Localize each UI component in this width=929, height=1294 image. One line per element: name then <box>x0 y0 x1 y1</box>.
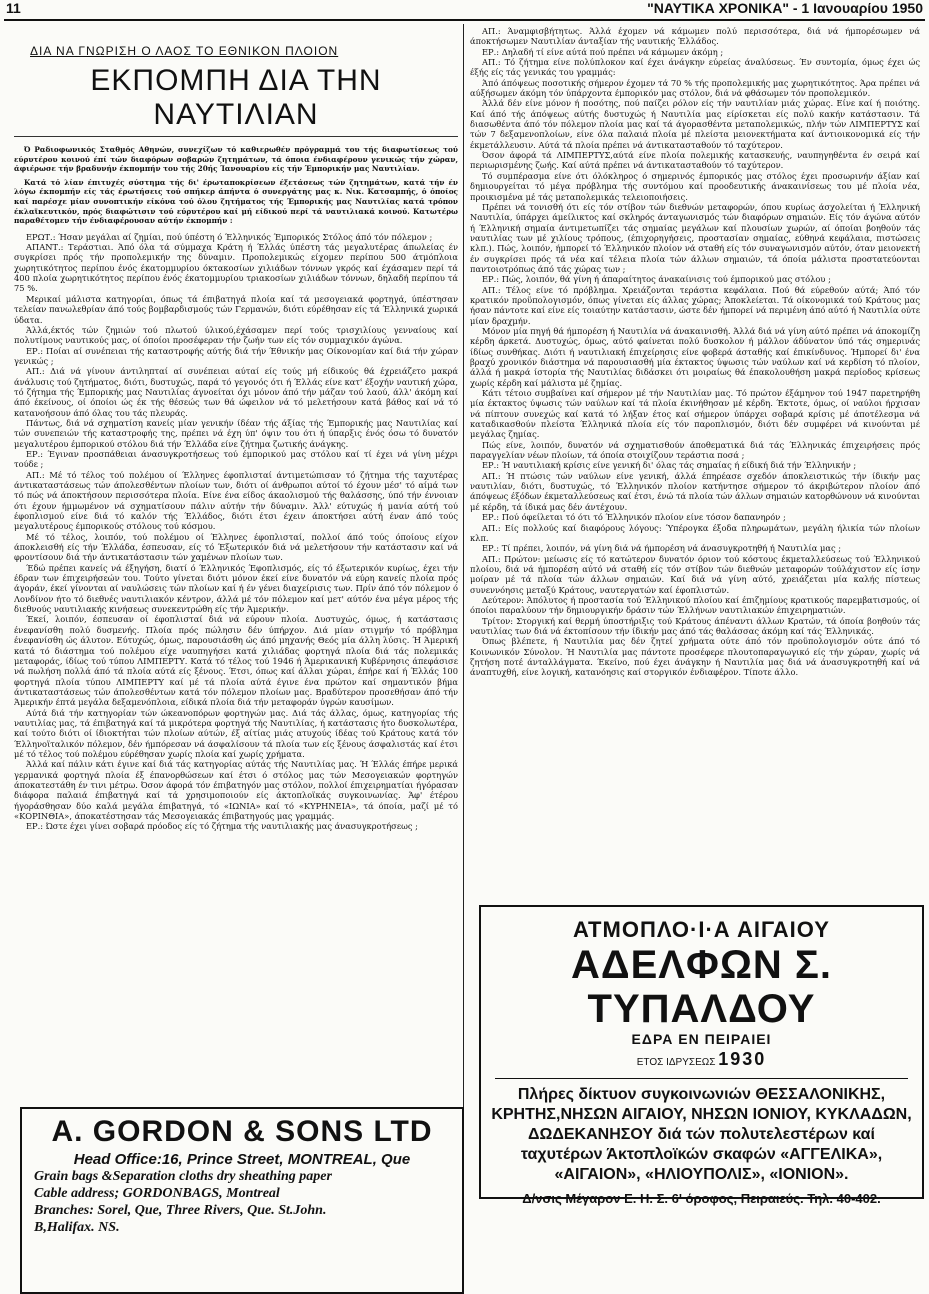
article-paragraph: Έκεί, λοιπόν, έσπευσαν οί έφοπλισταί διά νά εύρουν πλοία. Δυστυχώς, όμως, ή κατάστασις ένεφανίσθη πολύ δυσμενής. Πλοία πρός πώλησιν δέν ύπήρχον. Διά μίαν στιγμήν τό πρόβλημα ένεφανίσθη ώς άλυτον. Εύτυχώς, όμως, παρουσιάσθη ώς άπό μηχανής Θεός μία άλλη λύσις. Ή Άμερική κατά τό διάστημα τού πολέμου είχε ναυπηγήσει κατά χιλιάδας φορτηγά πλοία διά τάς πολεμικάς μεταφοράς, ίδίως τού τύπου ΛΙΜΠΕΡΤΥ. Κατά τό τέλος τού 1946 ή Άμερικανική Κυβέρνησις άπεφάσισε νά πωλήση πολλά άπό τά πλοία αύτά είς ξένους. Έτσι, όπως καί άλλαι χώραι, έπήρε καί ή Έλλάς 100 φορτηγά πλοία τύπου ΛΙΜΠΕΡΤΥ καί μέ τά πλοία αύτά έγινε ένα πρώτον καί σημαντικόν βήμα άντικαταστάσεως τών άπολεσθέντων κατά τόν πόλεμον πλοίων μας. Βραδύτερον προσεθήσαν άπό τήν Άμερικήν έπτά μεγάλα δεξαμενόπλοια, είδικά πλοία διά τήν μεταφοράν ύγρών καυσίμων. <box>14 614 458 708</box>
article-paragraph: ΕΡ.: Έγιναν προσπάθειαι άνασυγκροτήσεως τού έμπορικού μας στόλου καί τί έχει νά γίνη μέχρι τούδε ; <box>14 448 458 470</box>
article-paragraph: ΑΠ.: Ή πτώσις τών ναύλων είνε γενική, άλλά έπηρέασε σχεδόν άποκλειστικώς τήν ίδικήν μας ναυτιλίαν, διότι, δυστυχώς, τό Έλληνικόν πλοίον κατήντησε σήμερον τό άκριβώτερον πλοίον άπό άπόψεως έξόδων έκμεταλλεύσεως καί έτσι, ένώ τά πλοία τών άλλων σημαιών κατορθώνουν νά κινούνται μέ κέρδη, τά ίδικά μας δέν άντέχουν. <box>470 470 920 512</box>
article-paragraph: Όπως βλέπετε, ή Ναυτιλία μας δέν ζητεί χρήματα ούτε άπό τόν προϋπολογισμόν ούτε άπό τό Κοινωνικόν Σύνολον. Ή Ναυτιλία μας πάντοτε προσέφερε πλουτοπαραγωγικό είς τήν χώραν, χωρίς νά ζητήση ποτέ άνταλλάγματα. Έκείνο, πού έχει άνάγκην ή Ναυτιλία μας διά νά άνασυγκροτηθή καί νά άναπτυχθή, είνε λογική, κατανόησις καί στοργικόν ένδιαφέρον. Τίποτε άλλο. <box>470 636 920 678</box>
article-paragraph: Έδώ πρέπει κανείς νά έξηγήση, διατί ό Έλληνικός Έφοπλισμός, είς τό έξωτερικόν κυρίως, έχει τήν έδραν των έπιχειρήσεών του. Τούτο γίνεται διότι μόνον έκεί είνε δυνατόν νά εύρη κανείς πλοία πρός άγοράν, έκεί γίνονται αί ναυλώσεις τών πλοίων καί ή έν γένει διαχείρισις των. Πρίν άπό τόν πόλεμον ό Λονδίνον ήτο τό διεθνές ναυτιλιακόν κέντρον, άλλά μέ τόν πόλεμον καί μετ' αύτόν ένα μέγα μέρος τής διεθνούς ναυτιλιακής κινήσεως συνεκεντρώθη είς τήν Άμερικήν. <box>14 562 458 615</box>
article-paragraph: ΕΡ.: Ή ναυτιλιακή κρίσις είνε γενική δι' όλας τάς σημαίας ή είδική διά τήν Έλληνικήν ; <box>482 460 857 471</box>
article-paragraph: Άπό άπόψεως ποσοτικής σήμερον έχομεν τά 70 % τής προπολεμικής μας χωρητικότητος. Άρα πρέπει νά αύξήσωμεν άκόμη τόν ύπάρχοντα έμπορικόν μας στόλον, διά νά φθάσωμεν τόν προπολεμικόν. <box>470 77 920 99</box>
article-paragraph: Πάντως, διά νά σχηματίση κανείς μίαν γενικήν ίδέαν τής άξίας τής Έμπορικής μας Ναυτιλίας καί τών συνεπειών τής καταστροφής της, πρέπει νά έχη ύπ' όψιν του ότι ή ύπαρξις ένός όσω τό δυνατόν μεγαλυτέρου έμπορικού στόλου διά τήν Έλλάδα είνε ζήτημα ζωτικής άνάγκης. <box>14 417 458 449</box>
page-number: 11 <box>6 0 21 16</box>
article-body-right <box>470 26 920 678</box>
article-paragraph: Μόνον μία πηγή θά ήμπορέση ή Ναυτιλία νά άνακαινισθή. Άλλά διά νά γίνη αύτό πρέπει νά άποκομίζη κέρδη άρκετά. Δυστυχώς, όμως, αύτό φαίνεται πολύ δυσκολον ή μάλλον άδύνατον ύπό τάς σημερινάς ίδίως συνθήκας. Διότι ή ναυτιλιακή έπιχείρησις είνε φοβερά άσταθής καί έπικίνδυνος. Ήμπορεί δι' ένα βραχύ χρονικόν διάστημα νά παρουσιασθή μία έκτακτος ύψωσις τών ναύλων καί νά κερδίση τό πλοίον, άλλά ή μακρά ίστορία τής Ναυτιλίας διδάσκει ότι μοιραίως θά έπακολουθήση μακρά περίοδος κρίσεως χωρίς κέρδη καί μάλιστα μέ ζημίας. <box>470 325 920 388</box>
aigaiou-address: Δ/νσις Μέγαρον Ε. Η. Σ. 6' όροφος, Πειραιεύς. Τηλ. 40-402. <box>522 1191 881 1206</box>
gordon-head-office: Head Office:16, Prince Street, MONTREAL, Que <box>73 1151 411 1168</box>
gordon-advertisement <box>20 1107 464 1294</box>
article-paragraph: Πώς είνε, λοιπόν, δυνατόν νά σχηματισθούν άποθεματικά διά τάς Έλληνικάς έπιχειρήσεις πρός παραγγελίαν νέων πλοίων, τά όποία στοιχίζουν τεράστια ποσά ; <box>470 439 920 461</box>
article-paragraph: ΑΠ.: Τό ζήτημα είνε πολύπλοκον καί έχει άνάγκην εύρείας άναλύσεως. Έν συντομία, όμως έχει ώς έξής είς τάς γενικάς του γραμμάς: <box>470 57 920 78</box>
article-paragraph: ΑΠ.: Είς πολλούς καί διαφόρους λόγους: Ύπέρογκα έξοδα πληρωμάτων, μεγάλη ήλικία τών πλοίων κλπ. <box>470 522 920 543</box>
article-paragraph: Δεύτερον: Άπόλυτος ή προστασία τού Έλληνικού πλοίου καί έπιζημίους κρατικούς παρεμβατισμούς, οί όποίοι παραλύουν τήν δημιουργικήν δράσιν τών Έλλήνων ναυτιλιακών έπιχειρηματιών. <box>470 594 920 616</box>
aigaiou-line-1: ΑΤΜΟΠΛΟ·Ι·Α ΑΙΓΑΙΟΥ <box>573 917 830 942</box>
article-paragraph: ΑΠ.: Άναμφισβήτητως. Άλλά έχομεν νά κάμωμεν πολύ περισσότερα, διά νά ήμπορέσωμεν νά άποκτήσωμεν Ναυτιλίαν άνταξίαν τής ναυτικής Έλλάδος. <box>470 26 920 47</box>
article-intro <box>14 145 458 226</box>
article-paragraph: ΕΡ.: Ποίαι αί συνέπειαι τής καταστροφής αύτής διά τήν Έθνικήν μας Οίκονομίαν καί διά τήν χώραν γενικώς ; <box>14 345 458 366</box>
aigaiou-rule <box>495 1078 908 1079</box>
headline-rule <box>14 136 458 137</box>
article-paragraph: ΑΠ.: Μέ τό τέλος τού πολέμου οί Έλληνες έφοπλισταί άντιμετώπισαν τό ζήτημα τής ταχυτέρας άντικαταστάσεως τών άπολεσθέντων πλοίων των, διότι οί άνθρωποι αύτοί τό έχουν μέσ' τό αίμά των τό πώς νά άποκτήσουν περισσότερα πλοία. Είνε ένα είδος άκαολισμού τής θαλάσσης, ύπό τήν έννοιαν ότι έχουν ήμμωμένον νά σχηματίσουν πάλιν αύτήν τήν δύναμιν. Άλλ' εύτυχώς ή μανία αύτή τού έφοπλισμού είνε διά τό καλόν τής Έλλάδος, διότι έτσι έχειν άποκτήσει αύτή έναν άπό τούς μεγαλυτέρους έμπορικούς στόλους τού κόσμου. <box>14 469 458 532</box>
article-paragraph: ΑΠ.: Πρώτον: μείωσις είς τό κατώτερον δυνατόν όριον τού κόστους έκμεταλλεύσεως τού Έλληνικού πλοίου, διά νά ήμπορέση αύτό νά σταθή είς τόν στίβον τών διεθνών μεταφορών τούλάχιστον είς ίσην μοίραν μέ τά πλοία τών άλλων σημαιών. Καί διά νά γίνη αύτό, χρειάζεται μία καλής πίστεως συνεννόησις μεταξύ Κράτους, ναυτεργατών καί έφοπλιστών. <box>470 553 920 595</box>
intro-paragraph: Ό Ραδιοφωνικός Σταθμός Αθηνών, συνεχίζων τό καθιερωθέν πρόγραμμά του τής διαφωτίσεως τού εύρυτέρου κοινού έπί τών διαφόρων σοβαρών ζητημάτων, τά όποια ένδιαφέρουν γενικώς τήν χώραν, άφιέρωσε τήν βραδυνήν έκπομπήν του τής 20ής Ίανουαρίου είς τήν Έμπορικήν μας Ναυτιλίαν. <box>14 145 458 174</box>
gordon-cable: Cable address; GORDONBAGS, Montreal <box>34 1186 280 1201</box>
article-paragraph: ΑΠΑΝΤ.: Τεράστιαι. Άπό όλα τά σύμμαχα Κράτη ή Έλλάς ύπέστη τάς μεγαλυτέρας άπωλείας έν συγκρίσει πρός τήν προπολεμικήν της δύναμιν. Προπολεμικώς είχομεν περίπου 500 άτμόπλοια χωρητικότητος περίπου ένός έκατομμυρίου όκτακοσίων χιλιάδων τόννων γκρός καί έχάσαμεν περί τά 400 πλοία χωρητικότητος περίπου ένός έκατομμυρίου τριακοσίων χιλιάδων τόννων, δηλαδή περίπου τά 75 %. <box>14 242 458 294</box>
article-paragraph: Πρέπει νά τονισθή ότι είς τόν στίβον τών διεθνών μεταφορών, όπου κυρίως άσχολείται ή Έλληνική Ναυτιλία, ύπάρχει άμείλικτος καί σκληρός άνταγωνισμός τών διαφόρων σημαιών. Είς τόν άγώνα αύτόν ή Έλληνική σημαία άντιμετωπίζει τάς σημαίας μεγάλων καί πλουσίων χωρών, αί όποίαι βοηθούν τάς ναυτιλίας των μέ χιλίους τρόπους, (έπιχορηγήσεις, προστασίαν σημαίας, εύθηνά κεφάλαια, πιστώσεις κλπ.). Πώς, λοιπόν, ήμπορεί τό Έλληνικόν πλοίον νά σταθή είς τόν συναγωνισμόν αύτόν, όταν μειονεκτή έν συγκρίσει πρός τά νέα καί τέλεια πλοία τών άλλων σημαιών, τά όποία μάλιστα προστατεύονται παντοιοτρόπως άπό τάς χώρας των ; <box>470 201 920 274</box>
article-paragraph: Μερικαί μάλιστα κατηγορίαι, όπως τά έπιβατηγά πλοία καί τά μεσογειακά φορτηγά, ύπέστησαν τελείαν πανωλεθρίαν άπό τούς βομβαρδισμούς τών Γερμανών, διότι εύρέθησαν είς τά Έλληνικά χωρικά ύδατα. <box>14 293 458 325</box>
publication-title: "ΝΑΥΤΙΚΑ ΧΡΟΝΙΚΑ" - 1 Ιανουαρίου 1950 <box>647 0 923 16</box>
gordon-branches: Branches: Sorel, Que, Three Rivers, Que. St.John. <box>34 1203 327 1218</box>
intro-paragraph: Κατά τό λίαν έπιτυχές σύστημα τής δι' έρωταποκρίσεων έξετάσεως τών ζητημάτων, κατά τήν έν λόγω έκπομπήν είς τάς έρωτήσεις τού σπήκερ άπήντα ό συνεργάτης μας κ. Νικ. Κατσαμπής, ό όποίος καί παρέσχε μίαν συνοπτικήν είκόνα τού όλου ζητήματος τής Έμπορικής μας Ναυτιλίας κατά τρόπον έκλαϊκευτικόν, πρός διαφώτισιν τού εύρυτέρου καί μή είδικού περί τά ναυτιλιακά κοινού. Κατωτέρω παραθέτομεν τήν ένδιαφέρουσαν αύτήν έκπομπήν : <box>14 177 458 226</box>
aigaiou-advertisement <box>479 905 924 1206</box>
article-paragraph: Κάτι τέτοιο συμβαίνει καί σήμερον μέ τήν Ναυτιλίαν μας. Τό πρώτον έξάμηνον τού 1947 παρετηρήθη μία έκτακτος ύψωσις τών ναύλων καί τά πλοία έκινήθησαν μέ κέρδη. Έκτοτε, όμως, οί ναύλοι ήρχισαν νά πίπτουν συνεχώς καί κατά τό λήξαν έτος καί σήμερον ύπάρχει σοβαρά κρίσις μέ άποτέλεσμα νά καταδικασθούν πλείστα Έλληνικά πλοία είς τόν παροπλισμόν, διότι δέν συμφέρει νά κινούνται μέ μεγάλας ζημίας. <box>470 388 920 440</box>
article-paragraph: ΕΡ.: Πώς, λοιπόν, θά γίνη ή άπαραίτητος άνακαίνισις τού έμπορικού μας στόλου ; <box>482 274 831 285</box>
aigaiou-network: Πλήρες δίκτυον συγκοινωνιών ΘΕΣΣΑΛΟΝΙΚΗΣ, ΚΡΗΤΗΣ,ΝΗΣΩΝ ΑΙΓΑΙΟΥ, ΝΗΣΩΝ ΙΟΝΙΟΥ, ΚΥΚΛΑΔΩΝ, ΔΩΔΕΚΑΝΗΣΟΥ διά τών πολυτελεστέρων καί ταχυτέρων Άκτοπλοϊκών σκαφών «ΑΓΓΕΛΙΚΑ», «ΑΙΓΑΙΟΝ», «ΗΛΙΟΥΠΟΛΙΣ», «ΙΟΝΙΟΝ». <box>491 1086 912 1183</box>
article-paragraph: Τρίτον: Στοργική καί θερμή ύποστήριξις τού Κράτους άπέναντι άλλων Κρατών, τά όποία βοηθούν τάς ναυτιλίας των διά νά έκτοπίσουν τήν ίδικήν μας άπό τάς θαλάσσας άκόμη καί τάς Έλληνικάς. <box>470 615 920 636</box>
article-paragraph: ΑΠ.: Τέλος είνε τό πρόβλημα. Χρειάζονται τεράστια κεφάλαια. Πού θά εύρεθούν αύτά; Άπό τόν κρατικόν προϋπολογισμόν, όπως γίνεται είς άλλας χώρας; Άποκλείεται. Τά οίκονομικά τού Κράτους μας ήσαν πάντοτε καί είνε είς τοιαύτην κατάστασιν, ώστε δέν ήμπορεί νά περιμένη άπό αύτό ή Ναυτιλία ούτε μίαν δραχμήν. <box>470 284 920 326</box>
aigaiou-company-name: ΑΔΕΛΦΩΝ Σ. ΤΥΠΑΛΔΟΥ <box>570 943 832 1031</box>
article-paragraph: ΑΠ.: Διά νά γίνουν άντιληπταί αί συνέπειαι αύταί είς τούς μή είδικούς θά έχρειάζετο μακρά άνάλυσις τού ζητήματος, διότι, δυστυχώς, παρά τό γεγονός ότι ή Έλλάς είνε κατ' έξοχήν ναυτική χώρα, τό ζήτημα τής Έμπορικής μας Ναυτιλίας άγνοείται όχι μόνον άπό τήν μάζαν τού λαού, άλλ' άκόμη καί άπό έκείνους, οί όποίοι ώς έκ τής θέσεώς των θά ώφειλον νά τό μελετήσουν κατά βάθος καί νά τό κατανοήσουν άπό όλας του τάς πλευράς. <box>14 366 458 418</box>
article-paragraph: ΕΡ.: Δηλαδή τί είνε αύτά πού πρέπει νά κάμωμεν άκόμη ; <box>482 46 724 57</box>
article-paragraph: Άλλά,έκτός τών ζημιών τού πλωτού ύλικού,έχάσαμεν περί τούς τρισχιλίους γενναίους καί πολυτίμους ναυτικούς μας, οί όποίοι προσέφεραν τήν ζωήν των είς τόν συμμαχικόν άγώνα. <box>14 324 458 346</box>
article-paragraph: Αύτά διά τήν κατηγορίαν τών ώκεανοπόρων φορτηγών μας. Διά τάς άλλας, όμως, κατηγορίας τής ναυτιλίας μας, τά έπιβατηγά καί τά μικρότερα φορτηγά τής Ναυτιλίας, ή κατάστασις ήτο δυσκολωτέρα, καί τούτο διότι οί ίδιοκτήται τών πλοίων αύτών, έξ αίτίας μιάς ατυχούς ίδέας τού Κράτους κατά τόν Έλληνοϊταλικόν πόλεμον, δέν ήμπόρεσαν νά άσφαλίσουν τά πλοία των είς ξένους άσφαλιστάς καί έτσι μέ τό τέλος τού πολέμου εύρέθησαν χωρίς πλοία καί χωρίς χρήματα. <box>14 707 458 759</box>
article-paragraph: ΕΡ.: Ώστε έχει γίνει σοβαρά πρόοδος είς τό ζήτημα τής ναυτιλιακής μας άνασυγκροτήσεως ; <box>26 821 418 832</box>
column-divider <box>463 24 464 1284</box>
article-paragraph: Άλλά καί πάλιν κάτι έγινε καί διά τάς κατηγορίας αύτάς τής Ναυτιλίας μας. Ή Έλλάς έπήρε μερικά γερμανικά φορτηγά πλοία έξ έπανορθώσεων καί έτσι ό στόλος μας τών Μεσογειακών φορτηγών άποκατεστάθη έν τινι μέτρω. Όσον άφορά τόν έπιβατηγόν μας στόλον, πολλοί έπιχειρηματίαι ήγόρασαν διάφορα παλαιά έπιβατηγά καί τά χρησιμοποιούν είς άκτοπλοϊκάς συγκοινωνίας. Άφ' έτέρου ήγοράσθησαν δύο καλά μεγάλα έπιβατηγά, τό «ΙΩΝΙΑ» καί τό «ΚΥΡΗΝΕΙΑ», τά όποία, μαζί μέ τό «ΚΟΡΙΝΘΙΑ», άποκατέστησαν τάς Μεσογειακάς έπιβατηγούς μας γραμμάς. <box>14 759 458 821</box>
gordon-company-name: A. GORDON & SONS LTD <box>51 1115 433 1148</box>
header-rule <box>4 19 925 21</box>
article-left-column <box>14 26 458 1278</box>
article-kicker: ΔΙΑ ΝΑ ΓΝΩΡΙΣΗ Ο ΛΑΟΣ ΤΟ ΕΘΝΙΚΟΝ ΠΛΟΙΟΝ <box>30 44 339 58</box>
aigaiou-founded <box>481 1049 922 1070</box>
article-paragraph: ΕΡΩΤ.: Ήσαν μεγάλαι αί ζημίαι, πού ύπέστη ό Έλληνικός Έμπορικός Στόλος άπό τόν πόλεμον ; <box>26 231 433 242</box>
article-paragraph: Άλλά δέν είνε μόνον ή ποσότης, πού παίζει ρόλον είς τήν ναυτιλίαν μιάς χώρας. Είνε καί ή ποιότης. Καί άπό τής άπόψεως αύτής δυστυχώς ή Ναυτιλία μας είρίσκεται είς πολύ κακήν κατάστασιν. Τά διασωθέντα άπό τόν πόλεμον πλοία μας καί τά άγορασθέντα μεταπολεμικώς, πλήν τών ΛΙΜΠΕΡΤΥΣ καί τών 7 δεξαμενοπλοίων, είνε όλα παλαιά πλοία μέ πλείστα μειονεκτήματα καί άντιοικονομικά είς τήν έκμετάλλευσιν. Αύτά τά πλοία πρέπει νά άντικατασταθούν τό ταχύτερον. <box>470 98 920 150</box>
article-paragraph: ΕΡ.: Τί πρέπει, λοιπόν, νά γίνη διά νά ήμπορέση νά άνασυγκροτηθή ή Ναυτιλία μας ; <box>482 543 842 554</box>
article-body-left <box>14 232 458 832</box>
gordon-products: Grain bags &Separation cloths dry sheathing paper <box>34 1169 332 1184</box>
article-headline: ΕΚΠΟΜΠΗ ΔΙΑ ΤΗΝ ΝΑΥΤΙΛΙΑΝ <box>90 64 382 131</box>
page-header <box>0 0 929 20</box>
article-right-column <box>470 26 920 902</box>
gordon-branches-2: B,Halifax. NS. <box>34 1220 120 1235</box>
founded-label: ΕΤΟΣ ΙΔΡΥΣΕΩΣ <box>636 1057 716 1068</box>
aigaiou-headquarters: ΕΔΡΑ ΕΝ ΠΕΙΡΑΙΕΙ <box>631 1031 772 1047</box>
article-paragraph: Όσον άφορά τά ΛΙΜΠΕΡΤΥΣ,αύτά είνε πλοία πολεμικής κατασκευής, ναυπηγηθέντα έν σειρά καί περιωρισμένης ζωής. Καί αύτά πρέπει νά άντικατασταθούν τό ταχύτερον. <box>470 150 920 171</box>
founded-year: 1930 <box>718 1049 767 1069</box>
article-paragraph: ΕΡ.: Πού όφείλεται τό ότι τό Έλληνικόν πλοίον είνε τόσον δαπανηρόν ; <box>482 512 786 523</box>
article-paragraph: Τό συμπέρασμα είνε ότι όλόκληρος ό σημερινός έμπορικός μας στόλος έχει προσωρινήν άξίαν καί δημιουργείται τό μέγα πρόβλημα τής συντόμου καί προοδευτικής άνακαινίσεως του μέ πλοία νέα, προικισμένα μέ τάς μεταπολεμικάς τελειοποιήσεις. <box>470 170 920 202</box>
article-paragraph: Μέ τό τέλος, λοιπόν, τού πολέμου οί Έλληνες έφοπλισταί, πολλοί άπό τούς όποίους είχον άποκλεισθή είς τήν Έλλάδα, έσπευσαν, είς τό Έξωτερικόν διά νά μελετήσουν τήν κατάστασιν καί νά φροντίσουν διά τήν άντικατάστασιν τών χαμένων πλοίων των. <box>14 531 458 563</box>
